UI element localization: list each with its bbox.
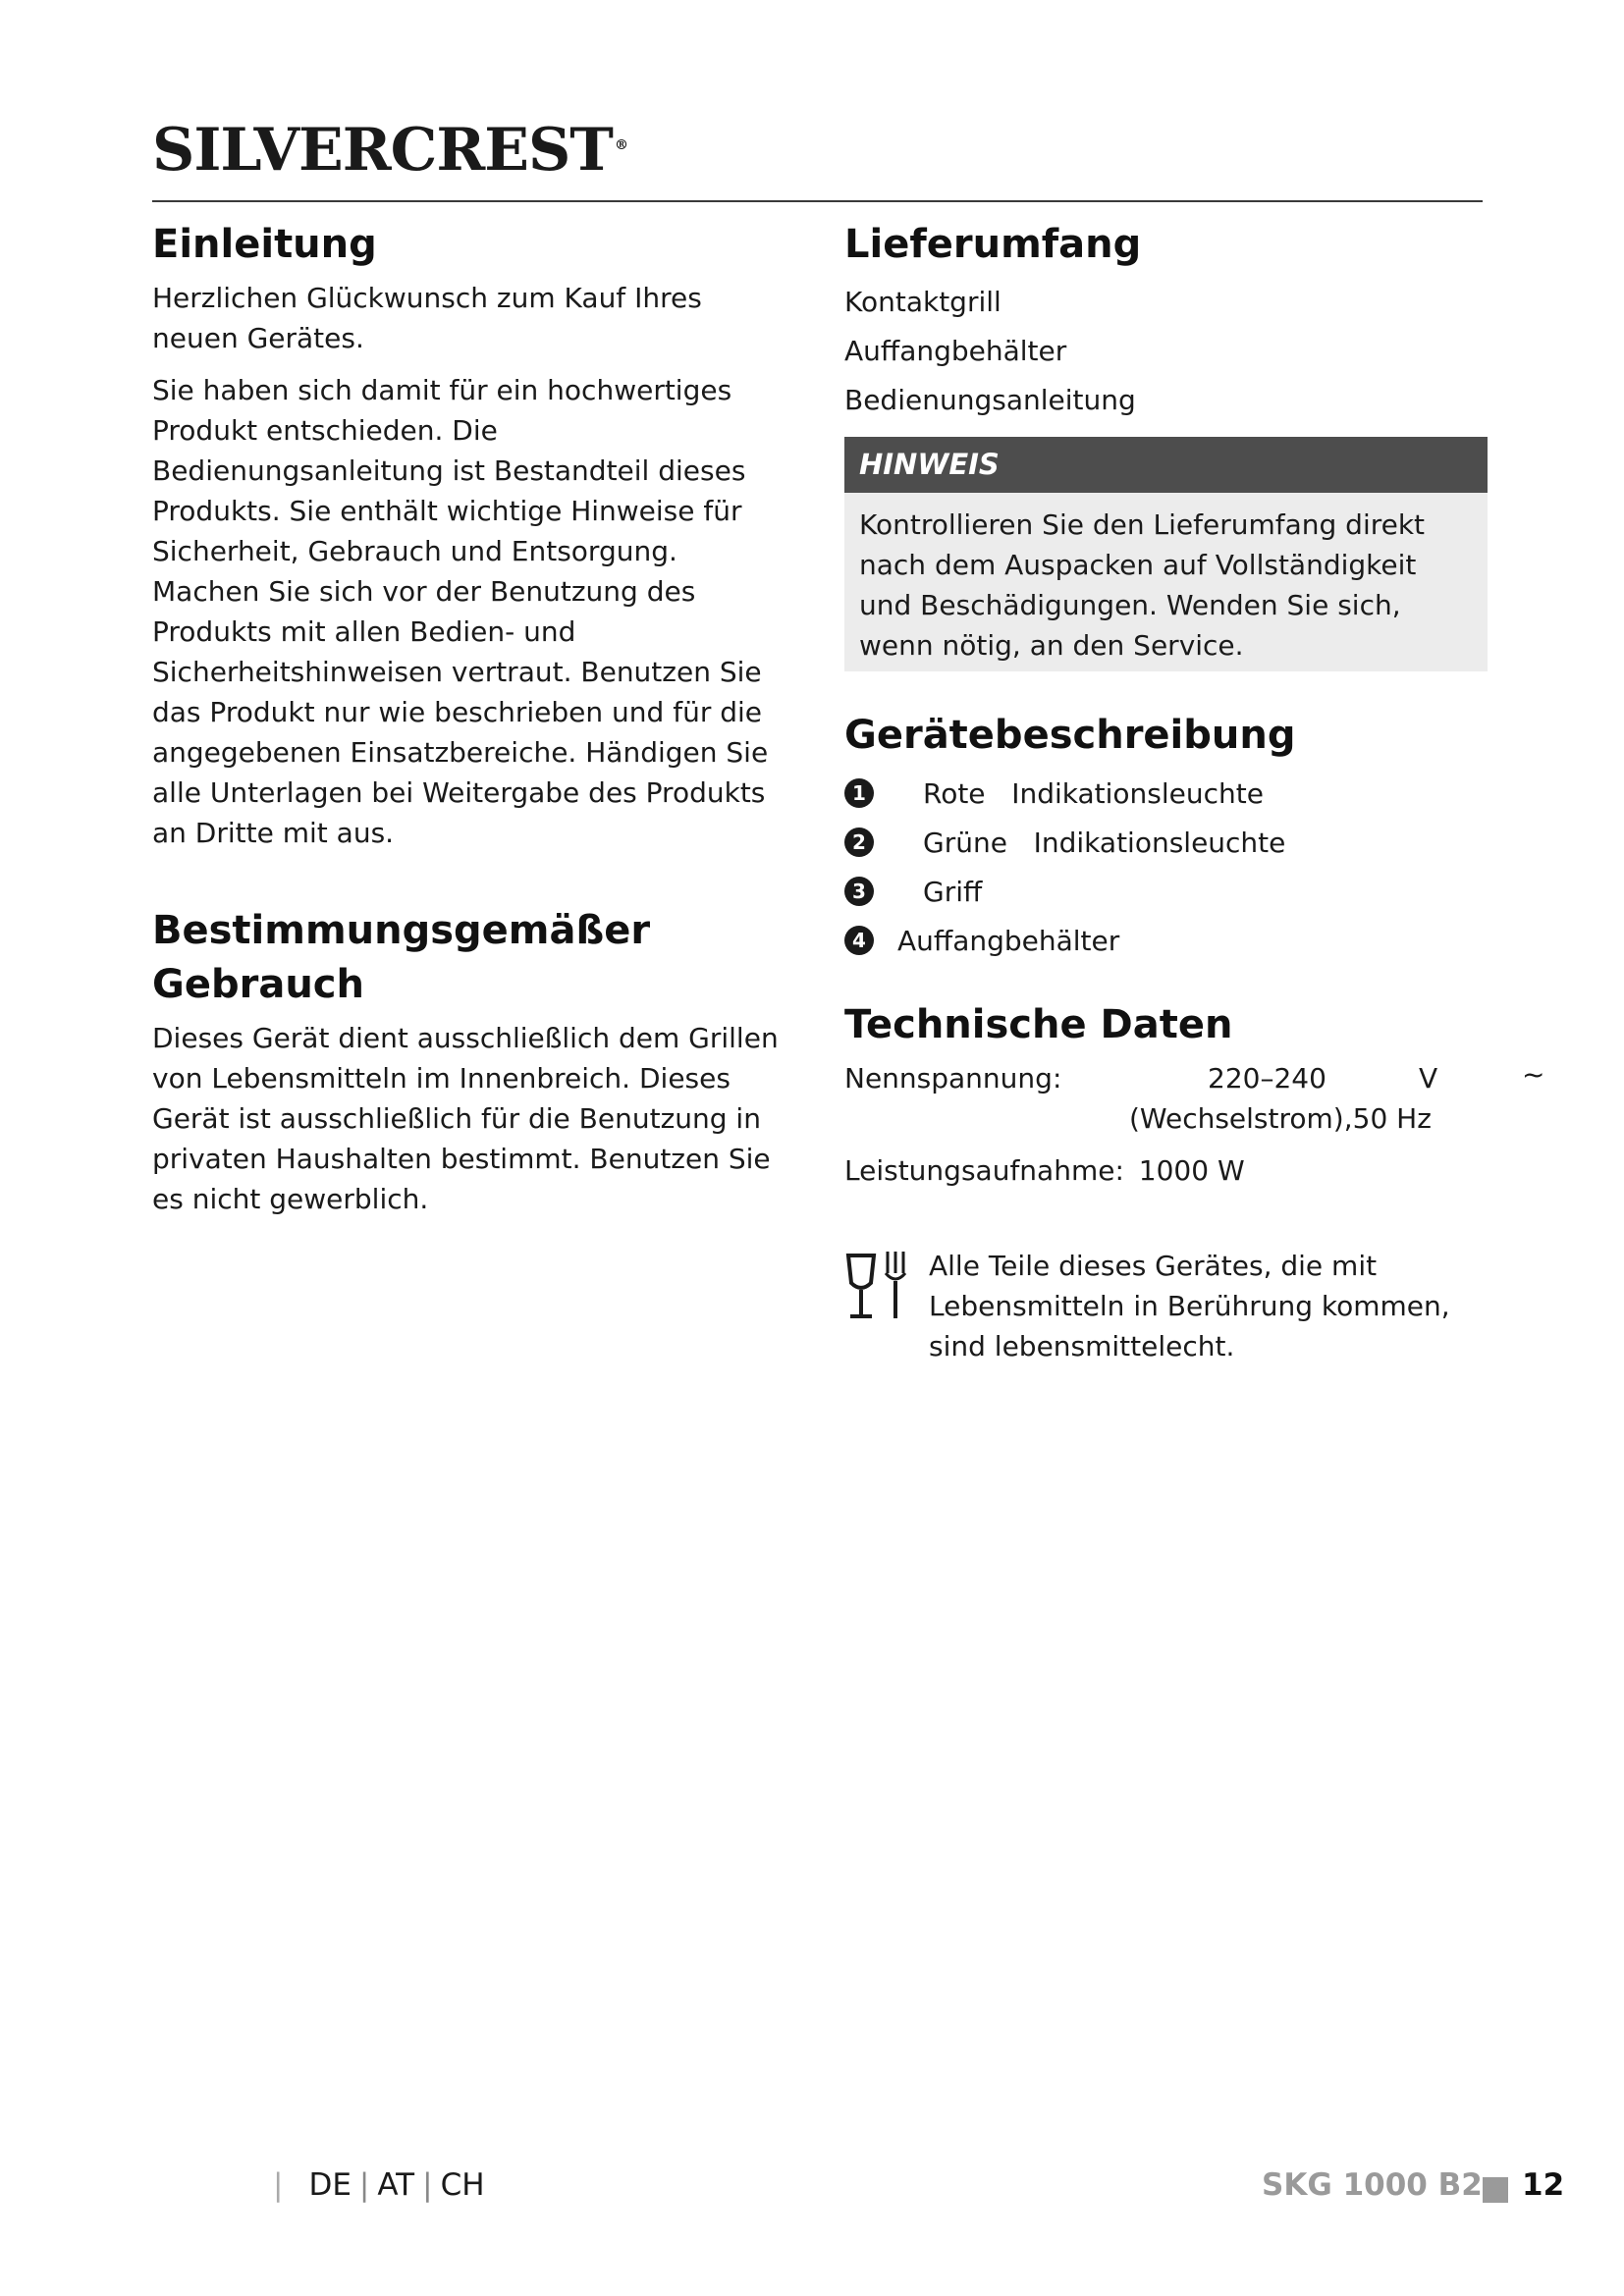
- footer-languages: | DE | AT | CH: [273, 2167, 485, 2203]
- description-label: Griff: [923, 875, 983, 908]
- spec-detail: (Wechselstrom),50 Hz: [1129, 1102, 1432, 1135]
- spec-voltage: [844, 1058, 1545, 1139]
- page-number: 12: [1522, 2167, 1565, 2203]
- number-badge: 2: [844, 828, 874, 857]
- spec-value: 220–240: [1208, 1062, 1326, 1095]
- header-divider: [152, 200, 1483, 202]
- food-safe-text: Alle Teile dieses Gerätes, die mit Lebensmitteln in Berührung kommen, sind lebensmittelecht.: [929, 1250, 1450, 1362]
- lang-de: DE: [308, 2167, 352, 2203]
- spec-value: 1000 W: [1138, 1154, 1245, 1187]
- intro-paragraph-1: Herzlichen Glückwunsch zum Kauf Ihres neuen Gerätes.: [152, 282, 702, 354]
- scope-item: Kontaktgrill: [844, 286, 1001, 318]
- lang-ch: CH: [440, 2167, 485, 2203]
- spec-label: Leistungsaufnahme:: [844, 1154, 1124, 1187]
- spec-label: Nennspannung:: [844, 1062, 1062, 1095]
- description-label: Grüne Indikationsleuchte: [923, 826, 1286, 859]
- note-heading: HINWEIS: [844, 437, 1488, 493]
- note-text: Kontrollieren Sie den Lieferumfang direkt nach dem Auspacken auf Vollständigkeit und Beschädigungen. Wenden Sie sich, wenn nötig, an den Service.: [844, 493, 1488, 671]
- number-badge: 1: [844, 778, 874, 808]
- number-badge: 3: [844, 877, 874, 906]
- footer-square: [1483, 2177, 1508, 2203]
- glass-fork-icon: [844, 1246, 913, 1324]
- description-item: [844, 867, 1488, 916]
- scope-item: Bedienungsanleitung: [844, 384, 1136, 416]
- scope-title: Lieferumfang: [844, 222, 1142, 267]
- left-column: [152, 218, 790, 1233]
- intro-title: Einleitung: [152, 222, 377, 267]
- description-item: [844, 818, 1488, 867]
- description-title: Gerätebeschreibung: [844, 713, 1296, 758]
- ac-symbol: ~: [1522, 1058, 1545, 1091]
- scope-item: Auffangbehälter: [844, 335, 1067, 367]
- number-badge: 4: [844, 926, 874, 955]
- spec-unit: V: [1419, 1062, 1438, 1095]
- description-item: [844, 916, 1488, 965]
- food-safe-notice: [844, 1246, 1488, 1366]
- intro-paragraph-2: Sie haben sich damit für ein hochwertiges Produkt entschieden. Die Bedienungsanleitung ist Bestandteil dieses Produkts. Sie enthält wichtige Hinweise für Sicherheit, Gebrauch und Entsorgung. Machen Sie sich vor der Benutzung des Produkts mit allen Bedien- und Sicherheitshinweisen vertraut. Benutzen Sie das Produkt nur wie beschrieben und für die angegebenen Einsatzbereiche. Händigen Sie alle Unterlagen bei Weitergabe des Produkts an Dritte mit aus.: [152, 374, 769, 849]
- usage-paragraph: Dieses Gerät dient ausschließlich dem Grillen von Lebensmitteln im Innenbreich. Dieses Gerät ist ausschließlich für die Benutzung in privaten Haushalten bestimmt. Benutzen Sie es nicht gewerblich.: [152, 1022, 779, 1215]
- specs-title: Technische Daten: [844, 1002, 1233, 1047]
- usage-title: Bestimmungsgemäßer Gebrauch: [152, 908, 651, 1007]
- description-item: [844, 769, 1488, 818]
- note-box: [844, 437, 1488, 671]
- lang-at: AT: [377, 2167, 415, 2203]
- footer-model: SKG 1000 B2: [1262, 2167, 1483, 2203]
- description-label: Rote Indikationsleuchte: [923, 776, 1264, 810]
- description-label: Auffangbehälter: [897, 924, 1120, 957]
- brand-logo: SILVERCREST ®: [152, 116, 627, 185]
- spec-power: [844, 1150, 1488, 1191]
- right-column: [844, 218, 1545, 1366]
